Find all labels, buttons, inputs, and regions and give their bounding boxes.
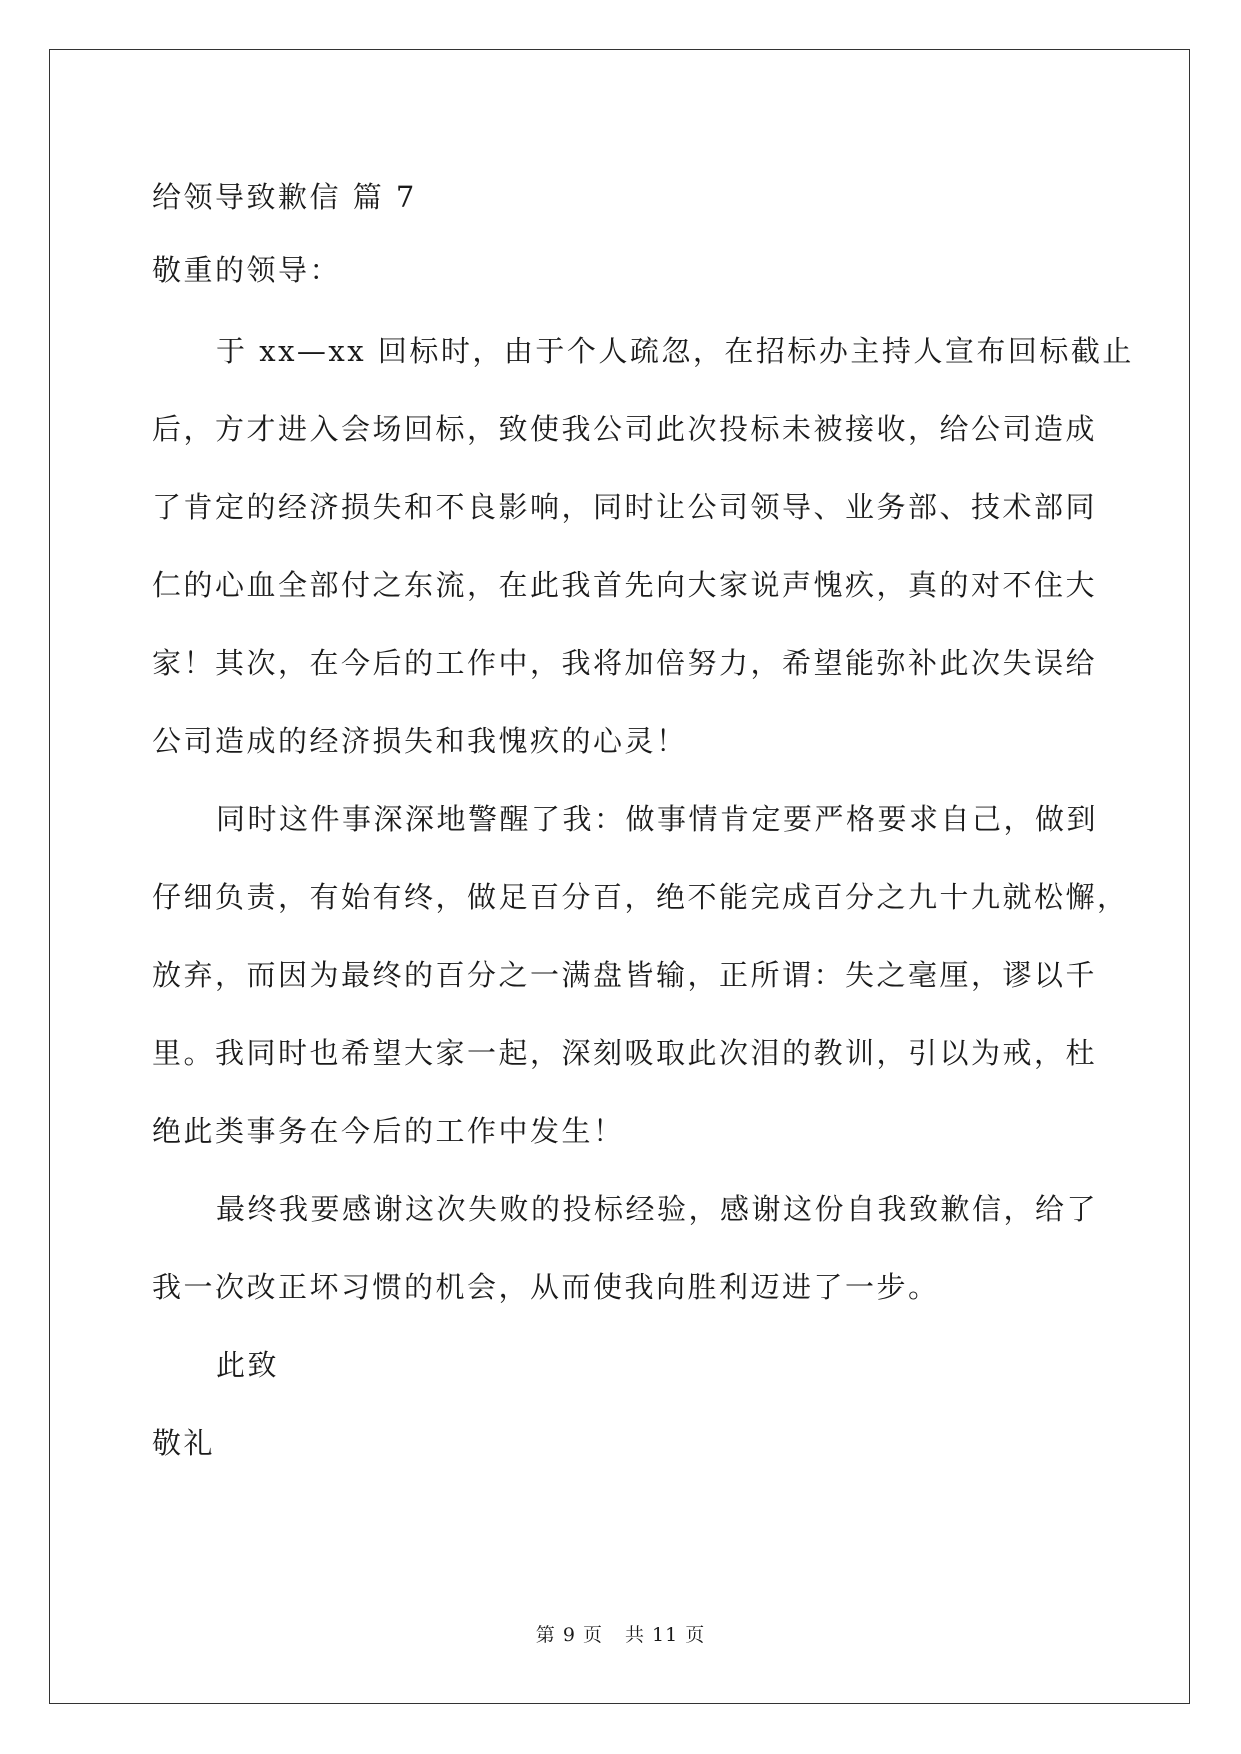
body-line: 于 xx—xx 回标时，由于个人疏忽，在招标办主持人宣布回标截止: [216, 334, 1134, 368]
body-line: 里。我同时也希望大家一起，深刻吸取此次泪的教训，引以为戒，杜: [152, 1036, 1098, 1070]
page-number: 第 9 页: [535, 1624, 603, 1646]
body-line: 绝此类事务在今后的工作中发生！: [152, 1114, 625, 1148]
body-line: 仁的心血全部付之东流，在此我首先向大家说声愧疚，真的对不住大: [152, 568, 1098, 602]
body-line: 仔细负责，有始有终，做足百分百，绝不能完成百分之九十九就松懈，: [152, 880, 1129, 914]
body-line: 我一次改正坏习惯的机会，从而使我向胜利迈进了一步。: [152, 1270, 940, 1304]
body-line: 公司造成的经济损失和我愧疚的心灵！: [152, 724, 688, 758]
closing-salute: 敬礼: [152, 1426, 216, 1460]
body-line: 家！其次，在今后的工作中，我将加倍努力，希望能弥补此次失误给: [152, 646, 1098, 680]
page-total: 共 11 页: [624, 1624, 706, 1646]
closing-phrase: 此致: [216, 1348, 280, 1382]
body-line: 最终我要感谢这次失败的投标经验，感谢这份自我致歉信，给了: [216, 1192, 1099, 1226]
document-title: 给领导致歉信 篇 7: [152, 180, 417, 214]
body-line: 了肯定的经济损失和不良影响，同时让公司领导、业务部、技术部同: [152, 490, 1098, 524]
body-line: 后，方才进入会场回标，致使我公司此次投标未被接收，给公司造成: [152, 412, 1098, 446]
page-footer: [0, 1620, 1241, 1647]
salutation: 敬重的领导：: [152, 253, 342, 287]
body-line: 同时这件事深深地警醒了我：做事情肯定要严格要求自己，做到: [216, 802, 1099, 836]
body-line: 放弃，而因为最终的百分之一满盘皆输，正所谓：失之毫厘，谬以千: [152, 958, 1098, 992]
